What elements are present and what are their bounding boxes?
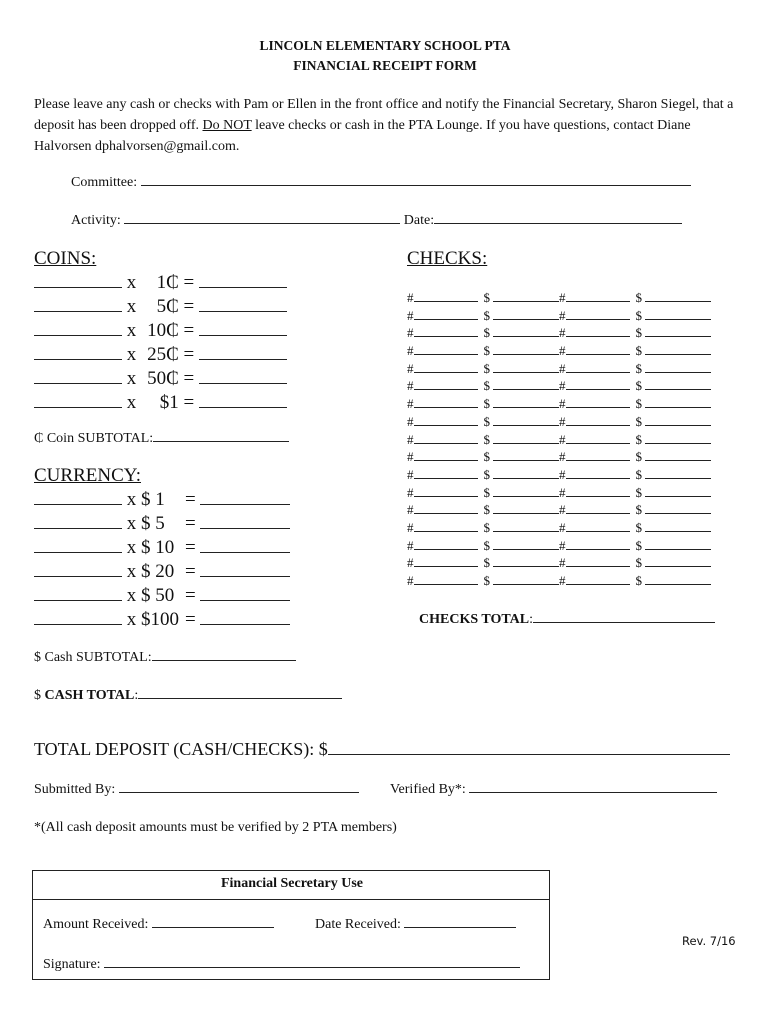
check-number-hash: # bbox=[407, 290, 414, 305]
check-amount-dollar: $ bbox=[635, 519, 642, 535]
check-amount-dollar: $ bbox=[483, 519, 490, 535]
intro-text-part2: leave checks or cash in the PTA Lounge. If you have questions, contact Diane Halvorsen dphalvorsen@gmail.com. bbox=[34, 118, 691, 154]
check-row[interactable] bbox=[407, 537, 711, 555]
check-number-hash: # bbox=[559, 325, 566, 341]
coin-amount-line[interactable] bbox=[199, 319, 287, 336]
check-number-hash: # bbox=[407, 431, 414, 447]
check-amount-dollar: $ bbox=[635, 360, 642, 376]
currency-amount-line[interactable] bbox=[200, 560, 290, 577]
check-number-hash: # bbox=[407, 555, 414, 571]
submitted-by-field[interactable] bbox=[34, 780, 359, 798]
check-number-hash: # bbox=[407, 502, 414, 518]
cash-total-field[interactable] bbox=[34, 686, 342, 704]
currency-count-line[interactable] bbox=[34, 584, 122, 601]
checks-total-colon: : bbox=[529, 612, 533, 627]
currency-equals: = bbox=[185, 513, 196, 534]
check-amount-dollar: $ bbox=[635, 325, 642, 341]
check-number-hash: # bbox=[559, 519, 566, 535]
currency-row[interactable] bbox=[34, 584, 290, 608]
currency-row[interactable] bbox=[34, 560, 290, 584]
verified-by-field[interactable] bbox=[390, 780, 717, 798]
check-number-line[interactable] bbox=[566, 308, 630, 320]
currency-count-line[interactable] bbox=[34, 608, 122, 625]
signature-line[interactable] bbox=[104, 955, 520, 968]
check-number-hash: # bbox=[407, 360, 414, 376]
check-amount-line[interactable] bbox=[645, 290, 711, 302]
check-number-line[interactable] bbox=[414, 467, 478, 479]
currency-times: x bbox=[126, 561, 137, 582]
check-number-line[interactable] bbox=[414, 396, 478, 408]
check-number-line[interactable] bbox=[414, 555, 478, 567]
total-deposit-label: TOTAL DEPOSIT (CASH/CHECKS): $ bbox=[34, 739, 328, 759]
coin-times: x bbox=[126, 344, 137, 365]
currency-times: x bbox=[126, 609, 137, 630]
check-amount-dollar: $ bbox=[483, 307, 490, 323]
date-received-field[interactable] bbox=[315, 915, 516, 933]
date-received-label: Date Received: bbox=[315, 917, 401, 932]
check-amount-line[interactable] bbox=[645, 538, 711, 550]
checks-heading: CHECKS: bbox=[407, 248, 488, 269]
currency-amount-line[interactable] bbox=[200, 488, 290, 505]
verified-by-line[interactable] bbox=[469, 780, 717, 793]
check-number-hash: # bbox=[559, 537, 566, 553]
check-row[interactable] bbox=[407, 413, 711, 431]
check-number-line[interactable] bbox=[414, 325, 478, 337]
check-amount-dollar: $ bbox=[635, 555, 642, 571]
date-line[interactable] bbox=[434, 211, 682, 224]
check-number-line[interactable] bbox=[414, 485, 478, 497]
coin-subtotal-field[interactable] bbox=[34, 429, 289, 447]
check-number-line[interactable] bbox=[414, 290, 478, 302]
currency-row[interactable] bbox=[34, 608, 290, 632]
currency-count-line[interactable] bbox=[34, 512, 122, 529]
check-amount-dollar: $ bbox=[483, 484, 490, 500]
check-row[interactable] bbox=[407, 554, 711, 572]
check-row[interactable] bbox=[407, 484, 711, 502]
check-amount-line[interactable] bbox=[493, 485, 559, 497]
check-number-hash: # bbox=[559, 555, 566, 571]
check-number-line[interactable] bbox=[566, 343, 630, 355]
check-amount-dollar: $ bbox=[635, 502, 642, 518]
cash-total-line[interactable] bbox=[138, 686, 342, 699]
coin-count-line[interactable] bbox=[34, 343, 122, 360]
check-amount-dollar: $ bbox=[483, 449, 490, 465]
coin-amount-line[interactable] bbox=[199, 271, 287, 288]
coin-denomination: 5₵ = bbox=[156, 296, 195, 317]
currency-times: x bbox=[126, 585, 137, 606]
intro-paragraph bbox=[34, 94, 734, 157]
currency-denomination: $100 bbox=[141, 609, 179, 630]
check-number-line[interactable] bbox=[414, 502, 478, 514]
financial-secretary-heading: Financial Secretary Use bbox=[220, 876, 364, 891]
check-number-hash: # bbox=[559, 413, 566, 429]
check-number-line[interactable] bbox=[414, 414, 478, 426]
coins-heading: COINS: bbox=[34, 248, 97, 269]
check-amount-dollar: $ bbox=[483, 396, 490, 412]
check-row[interactable] bbox=[407, 307, 711, 325]
check-amount-dollar: $ bbox=[483, 502, 490, 518]
check-number-line[interactable] bbox=[414, 573, 478, 585]
currency-equals: = bbox=[185, 585, 196, 606]
cash-subtotal-label: $ Cash SUBTOTAL: bbox=[34, 650, 152, 665]
check-number-hash: # bbox=[407, 307, 414, 323]
check-row[interactable] bbox=[407, 377, 711, 395]
check-amount-line[interactable] bbox=[645, 502, 711, 514]
check-number-hash: # bbox=[407, 325, 414, 341]
check-number-line[interactable] bbox=[566, 573, 630, 585]
check-row[interactable] bbox=[407, 466, 711, 484]
check-number-hash: # bbox=[559, 343, 566, 359]
check-number-hash: # bbox=[559, 307, 566, 323]
coin-times: x bbox=[126, 392, 137, 413]
cash-subtotal-field[interactable] bbox=[34, 648, 296, 666]
form-title-line2: FINANCIAL RECEIPT FORM bbox=[293, 58, 477, 73]
check-number-hash: # bbox=[407, 573, 414, 588]
activity-label: Activity: bbox=[71, 213, 121, 228]
check-amount-line[interactable] bbox=[645, 361, 711, 373]
currency-count-line[interactable] bbox=[34, 488, 122, 505]
check-number-hash: # bbox=[407, 519, 414, 535]
check-amount-dollar: $ bbox=[635, 396, 642, 412]
committee-line[interactable] bbox=[141, 173, 691, 186]
currency-count-line[interactable] bbox=[34, 536, 122, 553]
coins-table bbox=[34, 271, 287, 415]
check-number-line[interactable] bbox=[414, 520, 478, 532]
check-number-line[interactable] bbox=[414, 361, 478, 373]
check-number-hash: # bbox=[407, 466, 414, 482]
financial-secretary-box bbox=[32, 870, 550, 980]
check-number-line[interactable] bbox=[414, 449, 478, 461]
check-amount-line[interactable] bbox=[645, 449, 711, 461]
currency-denomination: $ 1 bbox=[141, 489, 165, 510]
check-number-line[interactable] bbox=[566, 378, 630, 390]
currency-row[interactable] bbox=[34, 512, 290, 536]
check-amount-line[interactable] bbox=[645, 520, 711, 532]
currency-amount-line[interactable] bbox=[200, 608, 290, 625]
coin-count-line[interactable] bbox=[34, 271, 122, 288]
check-number-hash: # bbox=[559, 431, 566, 447]
check-number-line[interactable] bbox=[566, 396, 630, 408]
check-number-line[interactable] bbox=[566, 414, 630, 426]
check-row[interactable] bbox=[407, 342, 711, 360]
check-number-hash: # bbox=[407, 378, 414, 394]
check-number-hash: # bbox=[559, 290, 566, 305]
check-number-line[interactable] bbox=[414, 308, 478, 320]
currency-count-line[interactable] bbox=[34, 560, 122, 577]
form-title-line1: LINCOLN ELEMENTARY SCHOOL PTA bbox=[259, 38, 511, 53]
cash-total-label: CASH TOTAL bbox=[44, 688, 135, 703]
total-deposit-field[interactable] bbox=[34, 739, 730, 760]
submitted-by-line[interactable] bbox=[119, 780, 359, 793]
coin-amount-line[interactable] bbox=[199, 391, 287, 408]
coin-count-line[interactable] bbox=[34, 295, 122, 312]
activity-line[interactable] bbox=[124, 211, 400, 224]
check-row[interactable] bbox=[407, 501, 711, 519]
check-number-line[interactable] bbox=[566, 361, 630, 373]
check-amount-dollar: $ bbox=[483, 360, 490, 376]
currency-denomination: $ 50 bbox=[141, 585, 175, 606]
check-amount-dollar: $ bbox=[635, 378, 642, 394]
check-amount-line[interactable] bbox=[645, 308, 711, 320]
coin-times: x bbox=[126, 272, 137, 293]
check-amount-line[interactable] bbox=[493, 361, 559, 373]
check-amount-line[interactable] bbox=[493, 502, 559, 514]
amount-received-field[interactable] bbox=[43, 915, 274, 933]
currency-amount-line[interactable] bbox=[200, 584, 290, 601]
check-number-line[interactable] bbox=[566, 325, 630, 337]
check-number-line[interactable] bbox=[414, 432, 478, 444]
check-row[interactable] bbox=[407, 395, 711, 413]
check-number-line[interactable] bbox=[414, 378, 478, 390]
check-amount-dollar: $ bbox=[483, 573, 490, 588]
currency-heading: CURRENCY: bbox=[34, 465, 141, 486]
coin-count-line[interactable] bbox=[34, 367, 122, 384]
check-amount-dollar: $ bbox=[635, 466, 642, 482]
check-number-line[interactable] bbox=[566, 502, 630, 514]
check-amount-dollar: $ bbox=[635, 307, 642, 323]
check-number-hash: # bbox=[407, 396, 414, 412]
check-number-line[interactable] bbox=[566, 467, 630, 479]
coin-denomination: 1₵ = bbox=[156, 272, 195, 293]
check-amount-dollar: $ bbox=[483, 555, 490, 571]
check-amount-line[interactable] bbox=[645, 573, 711, 585]
check-number-line[interactable] bbox=[566, 555, 630, 567]
check-number-line[interactable] bbox=[566, 290, 630, 302]
coin-denomination: 50₵ = bbox=[147, 368, 195, 389]
check-amount-dollar: $ bbox=[483, 343, 490, 359]
check-number-hash: # bbox=[407, 343, 414, 359]
coin-row[interactable] bbox=[34, 319, 287, 343]
submitted-by-label: Submitted By: bbox=[34, 782, 116, 797]
check-amount-line[interactable] bbox=[493, 432, 559, 444]
check-amount-line[interactable] bbox=[493, 538, 559, 550]
amount-received-line[interactable] bbox=[152, 915, 274, 928]
check-amount-line[interactable] bbox=[493, 555, 559, 567]
check-amount-line[interactable] bbox=[493, 308, 559, 320]
currency-row[interactable] bbox=[34, 488, 290, 512]
date-received-line[interactable] bbox=[404, 915, 516, 928]
revision-label: Rev. 7/16 bbox=[682, 934, 736, 948]
check-amount-line[interactable] bbox=[493, 520, 559, 532]
coin-amount-line[interactable] bbox=[199, 343, 287, 360]
check-row[interactable] bbox=[407, 360, 711, 378]
check-amount-line[interactable] bbox=[645, 467, 711, 479]
check-amount-dollar: $ bbox=[635, 343, 642, 359]
check-number-line[interactable] bbox=[566, 485, 630, 497]
currency-denomination: $ 20 bbox=[141, 561, 175, 582]
activity-field[interactable] bbox=[71, 211, 682, 229]
check-number-hash: # bbox=[559, 502, 566, 518]
check-amount-line[interactable] bbox=[493, 467, 559, 479]
signature-label: Signature: bbox=[43, 957, 101, 972]
check-number-hash: # bbox=[559, 378, 566, 394]
currency-denomination: $ 5 bbox=[141, 513, 165, 534]
check-amount-line[interactable] bbox=[493, 343, 559, 355]
intro-emphasis: Do NOT bbox=[202, 118, 252, 133]
amount-received-label: Amount Received: bbox=[43, 917, 149, 932]
coin-row[interactable] bbox=[34, 343, 287, 367]
check-amount-line[interactable] bbox=[493, 396, 559, 408]
check-number-line[interactable] bbox=[414, 538, 478, 550]
check-number-hash: # bbox=[559, 484, 566, 500]
checks-total-field[interactable] bbox=[419, 610, 715, 628]
coin-amount-line[interactable] bbox=[199, 367, 287, 384]
check-amount-dollar: $ bbox=[635, 573, 642, 588]
check-number-hash: # bbox=[407, 537, 414, 553]
currency-equals: = bbox=[185, 561, 196, 582]
check-number-hash: # bbox=[559, 573, 566, 588]
check-amount-dollar: $ bbox=[483, 290, 490, 305]
check-number-line[interactable] bbox=[566, 538, 630, 550]
currency-denomination: $ 10 bbox=[141, 537, 175, 558]
check-row[interactable] bbox=[407, 289, 711, 307]
check-amount-dollar: $ bbox=[483, 378, 490, 394]
check-number-hash: # bbox=[407, 413, 414, 429]
currency-amount-line[interactable] bbox=[200, 512, 290, 529]
currency-times: x bbox=[126, 537, 137, 558]
check-amount-line[interactable] bbox=[493, 290, 559, 302]
check-amount-line[interactable] bbox=[645, 378, 711, 390]
coin-times: x bbox=[126, 296, 137, 317]
coin-row[interactable] bbox=[34, 295, 287, 319]
box-divider bbox=[33, 899, 549, 900]
verified-by-label: Verified By*: bbox=[390, 782, 466, 797]
currency-times: x bbox=[126, 489, 137, 510]
cash-total-prefix: $ bbox=[34, 688, 41, 703]
coin-denomination: 25₵ = bbox=[147, 344, 195, 365]
check-amount-dollar: $ bbox=[483, 466, 490, 482]
check-number-line[interactable] bbox=[566, 520, 630, 532]
currency-equals: = bbox=[185, 489, 196, 510]
check-amount-line[interactable] bbox=[493, 449, 559, 461]
coin-subtotal-label: ₵ Coin SUBTOTAL: bbox=[34, 431, 154, 446]
check-number-hash: # bbox=[407, 484, 414, 500]
check-number-hash: # bbox=[559, 360, 566, 376]
check-amount-line[interactable] bbox=[493, 378, 559, 390]
check-row[interactable] bbox=[407, 324, 711, 342]
check-number-hash: # bbox=[559, 466, 566, 482]
checks-total-label: CHECKS TOTAL bbox=[419, 612, 530, 627]
check-row[interactable] bbox=[407, 519, 711, 537]
check-number-line[interactable] bbox=[414, 343, 478, 355]
currency-row[interactable] bbox=[34, 536, 290, 560]
coin-row[interactable] bbox=[34, 391, 287, 415]
committee-field[interactable] bbox=[71, 173, 691, 191]
check-amount-dollar: $ bbox=[635, 290, 642, 305]
cash-total-colon: : bbox=[134, 688, 139, 703]
committee-label: Committee: bbox=[71, 175, 138, 190]
currency-table bbox=[34, 488, 290, 632]
coin-times: x bbox=[126, 320, 137, 341]
verification-footnote: *(All cash deposit amounts must be verified by 2 PTA members) bbox=[34, 820, 397, 835]
checks-table bbox=[407, 289, 711, 590]
check-number-hash: # bbox=[559, 449, 566, 465]
check-number-line[interactable] bbox=[566, 432, 630, 444]
check-amount-line[interactable] bbox=[645, 555, 711, 567]
coin-row[interactable] bbox=[34, 271, 287, 295]
currency-times: x bbox=[126, 513, 137, 534]
check-amount-dollar: $ bbox=[635, 449, 642, 465]
check-amount-line[interactable] bbox=[493, 325, 559, 337]
check-amount-line[interactable] bbox=[645, 414, 711, 426]
check-amount-dollar: $ bbox=[635, 484, 642, 500]
cash-subtotal-line[interactable] bbox=[152, 648, 296, 661]
check-amount-line[interactable] bbox=[645, 325, 711, 337]
check-amount-dollar: $ bbox=[635, 413, 642, 429]
check-amount-dollar: $ bbox=[483, 537, 490, 553]
total-deposit-line[interactable] bbox=[328, 740, 730, 755]
checks-total-line[interactable] bbox=[533, 610, 715, 623]
check-amount-line[interactable] bbox=[493, 573, 559, 585]
coin-denomination: 10₵ = bbox=[147, 320, 195, 341]
check-amount-dollar: $ bbox=[483, 431, 490, 447]
coin-row[interactable] bbox=[34, 367, 287, 391]
check-amount-line[interactable] bbox=[645, 396, 711, 408]
date-label: Date: bbox=[403, 213, 435, 228]
check-number-hash: # bbox=[407, 449, 414, 465]
check-amount-line[interactable] bbox=[493, 414, 559, 426]
check-amount-line[interactable] bbox=[645, 485, 711, 497]
check-amount-dollar: $ bbox=[483, 413, 490, 429]
check-amount-dollar: $ bbox=[635, 537, 642, 553]
check-amount-dollar: $ bbox=[635, 431, 642, 447]
currency-amount-line[interactable] bbox=[200, 536, 290, 553]
check-number-line[interactable] bbox=[566, 449, 630, 461]
coin-denomination: $1 = bbox=[159, 392, 195, 413]
currency-equals: = bbox=[185, 537, 196, 558]
coin-times: x bbox=[126, 368, 137, 389]
check-amount-line[interactable] bbox=[645, 432, 711, 444]
coin-count-line[interactable] bbox=[34, 319, 122, 336]
check-number-hash: # bbox=[559, 396, 566, 412]
currency-equals: = bbox=[185, 609, 196, 630]
signature-field[interactable] bbox=[43, 955, 520, 973]
check-amount-dollar: $ bbox=[483, 325, 490, 341]
coin-subtotal-line[interactable] bbox=[153, 429, 289, 442]
check-row[interactable] bbox=[407, 572, 711, 590]
coin-amount-line[interactable] bbox=[199, 295, 287, 312]
check-row[interactable] bbox=[407, 448, 711, 466]
coin-count-line[interactable] bbox=[34, 391, 122, 408]
check-row[interactable] bbox=[407, 431, 711, 449]
intro-text-part1: Please leave any cash or checks with Pam or Ellen in the front office and notify the Financial Secretary, Sharon Siegel, that a deposit has been dropped off. bbox=[34, 97, 734, 133]
check-amount-line[interactable] bbox=[645, 343, 711, 355]
